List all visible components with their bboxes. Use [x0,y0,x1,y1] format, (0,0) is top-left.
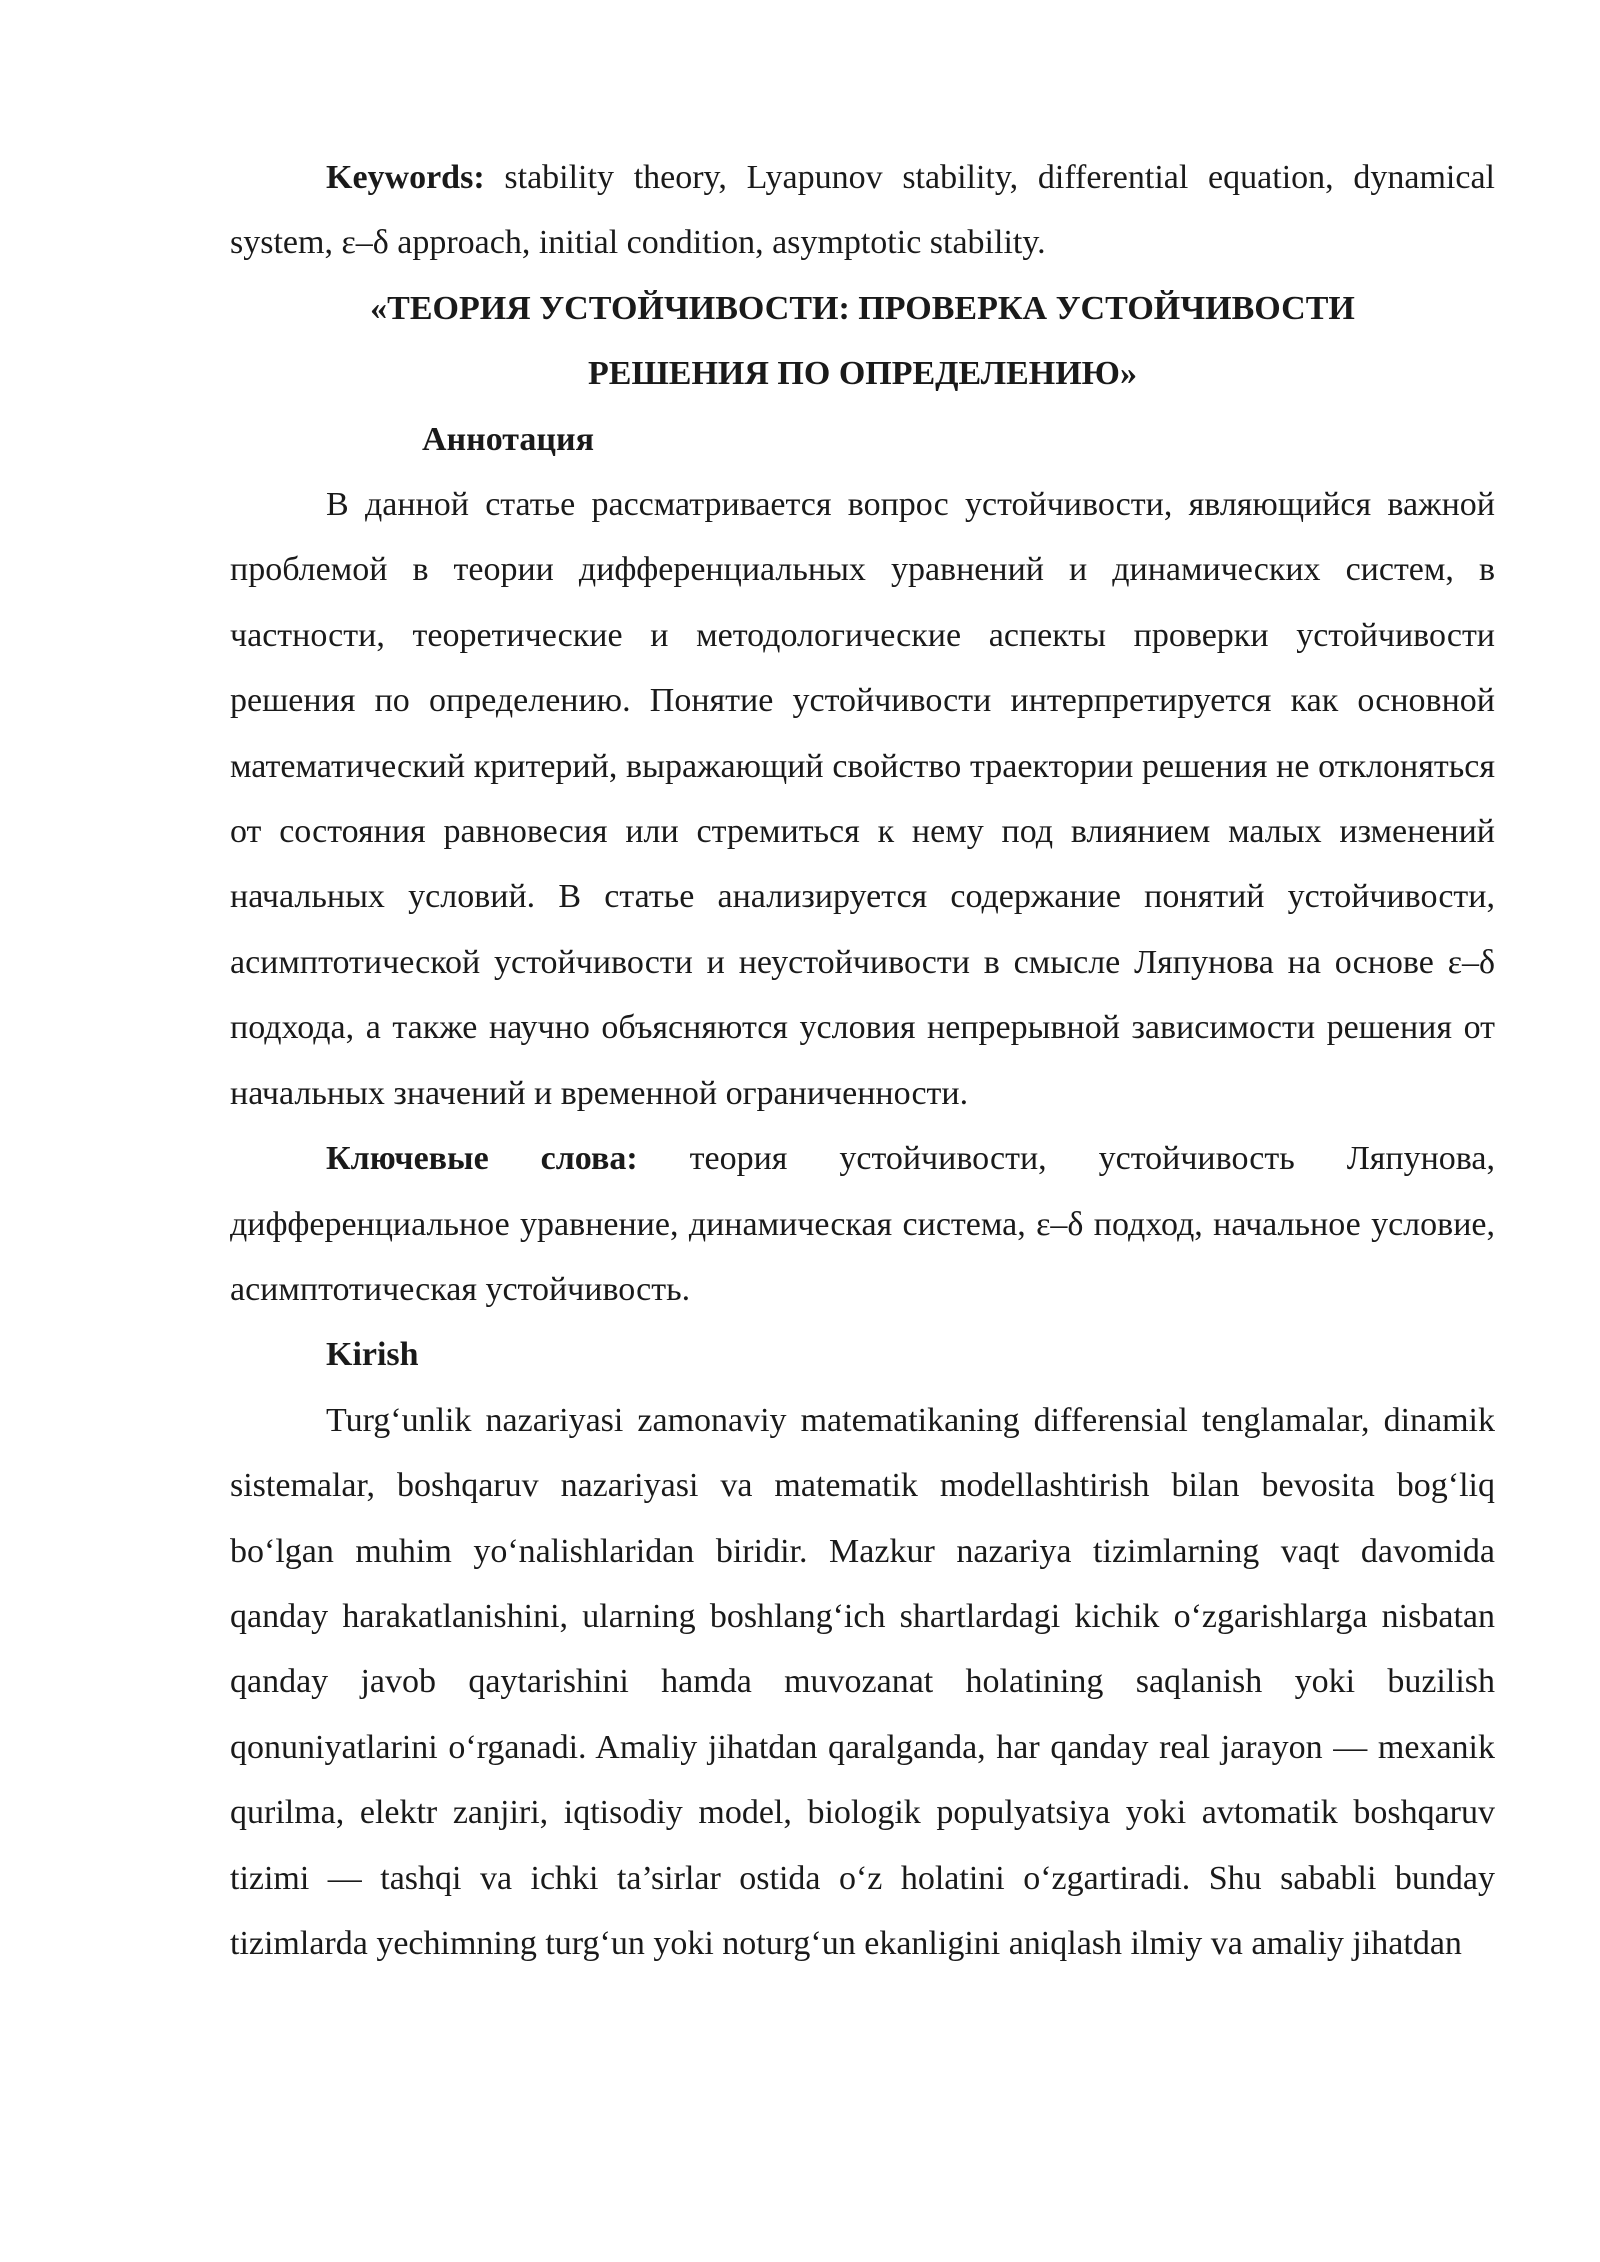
english-keywords-text: stability theory, Lyapunov stability, differential equation, dynamical system, ε–δ approach, initial condition, asymptotic stability. [230,159,1495,262]
introduction-paragraph: Turgʻunlik nazariyasi zamonaviy matematikaning differensial tenglamalar, dinamik sistemalar, boshqaruv nazariyasi va matematik modellashtirish bilan bevosita bogʻliq boʻlgan muhim yoʻnalishlaridan biridir. Mazkur nazariya tizimlarning vaqt davomida qanday harakatlanishini, ularning boshlangʻich shartlardagi kichik oʻzgarishlarga nisbatan qanday javob qaytarishini hamda muvozanat holatining saqlanish yoki buzilish qonuniyatlarini oʻrganadi. Amaliy jihatdan qaralganda, har qanday real jarayon — mexanik qurilma, elektr zanjiri, iqtisodiy model, biologik populyatsiya yoki avtomatik boshqaruv tizimi — tashqi va ichki ta’sirlar ostida oʻz holatini oʻzgartiradi. Shu sababli bunday tizimlarda yechimning turgʻun yoki noturgʻun ekanligini aniqlash ilmiy va amaliy jihatdan [230,1401,1495,1962]
russian-keywords-text: теория устойчивости, устойчивость Ляпунова, дифференциальное уравнение, динамическая система, ε–δ подход, начальное условие, асимптотическая устойчивость. [230,1140,1495,1308]
annotation-heading: Аннотация [422,420,594,458]
introduction-heading: Kirish [326,1336,419,1374]
russian-title [230,276,1495,407]
document-page [230,145,1495,1976]
russian-title-line-1: «ТЕОРИЯ УСТОЙЧИВОСТИ: ПРОВЕРКА УСТОЙЧИВОСТИ [370,289,1355,327]
russian-keywords-paragraph [230,1126,1495,1322]
russian-keywords-label: Ключевые слова: [326,1140,638,1178]
russian-title-line-2: РЕШЕНИЯ ПО ОПРЕДЕЛЕНИЮ» [588,355,1137,393]
annotation-paragraph: В данной статье рассматривается вопрос устойчивости, являющийся важной проблемой в теории дифференциальных уравнений и динамических систем, в частности, теоретические и методологические аспекты проверки устойчивости решения по определению. Понятие устойчивости интерпретируется как основной математический критерий, выражающий свойство траектории решения не отклоняться от состояния равновесия или стремиться к нему под влиянием малых изменений начальных условий. В статье анализируется содержание понятий устойчивости, асимптотической устойчивости и неустойчивости в смысле Ляпунова на основе ε–δ подхода, а также научно объясняются условия непрерывной зависимости решения от начальных значений и временной ограниченности. [230,486,1495,1112]
english-keywords-paragraph [230,145,1495,276]
english-keywords-label: Keywords: [326,159,485,196]
